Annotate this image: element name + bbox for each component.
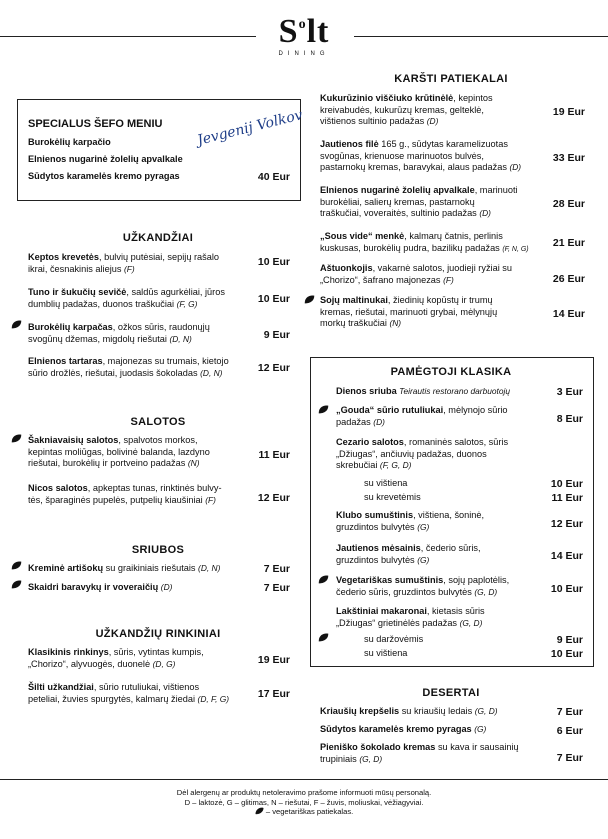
menu-item: Jautienos mėsainis, čederio sūris, gruzdintos bulvytės (G) <box>336 543 481 565</box>
chef-signature: Jevgenij Volkov <box>195 107 305 149</box>
menu-item: Šilti užkandžiai, sūrio rutuliukai, vištienos peteliai, žuvies spurgytės, kalmarų žiedai (D, F, G) <box>28 682 230 704</box>
menu-item: Cezario salotos, romaninės salotos, sūris „Džiugas“, ančiuvių padažas, duonos skrebučiai (F, G, D) <box>336 437 509 471</box>
menu-item: Keptos krevetės, bulvių putėsiai, sepijų rašalo ikrai, česnakinis aliejus (F) <box>28 252 220 274</box>
item-price: 19 Eur <box>552 106 585 118</box>
footer-rule <box>0 779 608 780</box>
chef-menu-title: SPECIALUS ŠEFO MENIU <box>28 118 163 130</box>
section-title-rinkiniai: UŽKANDŽIŲ RINKINIAI <box>95 628 221 640</box>
item-price: 21 Eur <box>552 237 585 249</box>
item-price: 8 Eur <box>556 413 583 425</box>
footer-note <box>0 788 608 817</box>
header-rule-left <box>0 36 256 37</box>
item-price: 19 Eur <box>257 654 290 666</box>
option-price: 11 Eur <box>551 492 583 504</box>
menu-item: Klasikinis rinkinys, sūris, vytintas kumpis, „Chorizo“, alyvuogės, duonelė (D, G) <box>28 647 204 669</box>
brand-logo <box>0 8 608 57</box>
option-label: su vištiena <box>364 478 408 488</box>
footer-line-leaf: – vegetariškas patiekalas. <box>0 807 608 817</box>
menu-item: Šakniavaisių salotos, spalvotos morkos, kepintas moliūgas, bolivinė balanda, lazdyno riešutai, burokėlių ir portveino padažas (N) <box>28 435 210 469</box>
item-price: 11 Eur <box>258 449 290 461</box>
item-price: 12 Eur <box>257 362 290 374</box>
item-price: 7 Eur <box>263 582 290 594</box>
menu-item: Tuno ir šukučių sevičė, saldūs agurkėliai, jūros dumblių padažas, duonos traškučiai (F, G) <box>28 287 225 309</box>
menu-item: Klubo sumuštinis, vištiena, šoninė, gruzdintos bulvytės (G) <box>336 510 485 532</box>
menu-item: Elnienos tartaras, majonezas su trumais, kietojo sūrio drožlės, riešutai, juodasis šokoladas (D, N) <box>28 356 229 378</box>
menu-item: Burokėlių karpačas, ožkos sūris, raudonųjų svogūnų džemas, migdolų riešutai (D, N) <box>28 322 210 344</box>
chef-line: Burokėlių karpačio <box>28 137 111 147</box>
menu-item: Kreminė artišokų su graikiniais riešutais (D, N) <box>28 563 221 573</box>
item-price: 9 Eur <box>263 329 290 341</box>
menu-item: Sojų maltinukai, žiedinių kopūstų ir trumų kremas, riešutai, marinuoti grybai, mėlynųjų morkų traškučiai (N) <box>320 295 498 329</box>
vegetarian-leaf-icon <box>11 561 22 570</box>
header-rule-right <box>354 36 608 37</box>
item-price: 12 Eur <box>550 518 583 530</box>
item-price: 7 Eur <box>263 563 290 575</box>
menu-item: Kriaušių krepšelis su kriaušių ledais (G, D) <box>320 706 498 716</box>
vegetarian-leaf-icon <box>318 405 329 414</box>
section-title-uzkandziai: UŽKANDŽIAI <box>122 232 194 244</box>
option-label: su vištiena <box>364 648 408 658</box>
section-title-desertai: DESERTAI <box>422 687 480 699</box>
option-label: su krevetėmis <box>364 492 421 502</box>
chef-line: Elnienos nugarinė žolelių apvalkale <box>28 154 183 164</box>
menu-item: Skaidri baravykų ir voveraičių (D) <box>28 582 173 592</box>
option-price: 10 Eur <box>550 478 583 490</box>
menu-item: Sūdytos karamelės kremo pyragas (G) <box>320 724 487 734</box>
chef-menu-box <box>17 99 301 201</box>
item-price: 7 Eur <box>556 706 583 718</box>
item-price: 7 Eur <box>556 752 583 764</box>
item-price: 10 Eur <box>257 293 290 305</box>
menu-item: „Sous vide“ menkė, kalmarų čatnis, perlinis kuskusas, burokėlių pudra, bazilikų padažas (F, N, G) <box>320 231 529 253</box>
menu-item: Pieniško šokolado kremas su kava ir sausainių trupiniais (G, D) <box>320 742 519 764</box>
brand-mark: $S^olt$ <box>278 13 330 50</box>
vegetarian-leaf-icon <box>304 295 315 304</box>
menu-item: Jautienos filė 165 g., sūdytas karamelizuotas svogūnas, krienuose marinuotos bulvės, pastarnokų kremas, baravykai, alaus padažas (D) <box>320 139 522 173</box>
footer-line: D – laktozė, G – glitimas, N – riešutai, F – žuvis, moliuskai, vėžiagyviai. <box>184 797 424 807</box>
section-title-karsti: KARŠTI PATIEKALAI <box>394 73 508 85</box>
item-price: 17 Eur <box>257 688 290 700</box>
vegetarian-leaf-icon <box>318 633 329 642</box>
option-price: 9 Eur <box>556 634 583 646</box>
item-price: 28 Eur <box>552 198 585 210</box>
brand-subtitle: DINING <box>278 51 330 57</box>
menu-item: Elnienos nugarinė žolelių apvalkale, marinuoti burokėliai, salierų kremas, pastarnokų traškučiai, voveraitės, sultinio padažas (D) <box>320 185 518 219</box>
vegetarian-leaf-icon <box>11 434 22 443</box>
vegetarian-leaf-icon <box>11 320 22 329</box>
item-price: 10 Eur <box>257 256 290 268</box>
item-price: 10 Eur <box>550 583 583 595</box>
item-price: 14 Eur <box>550 550 583 562</box>
menu-item: Aštuonkojis, vakarnė salotos, juodieji ryžiai su „Chorizo“, šafrano majonezas (F) <box>320 263 512 285</box>
item-price: 3 Eur <box>556 386 583 398</box>
menu-item: Vegetariškas sumuštinis, sojų paplotėlis, čederio sūris, gruzdintos bulvytės (G, D) <box>336 575 510 597</box>
chef-price: 40 Eur <box>257 171 290 183</box>
section-title-sriubos: SRIUBOS <box>131 544 185 556</box>
item-price: 12 Eur <box>257 492 290 504</box>
item-price: 14 Eur <box>552 308 585 320</box>
section-title-salotos: SALOTOS <box>130 416 186 428</box>
menu-item: Dienos sriuba Teirautis restorano darbuotojų <box>336 386 511 396</box>
footer-line: Dėl alergenų ar produktų netoleravimo prašome informuoti mūsų personalą. <box>176 788 432 797</box>
item-price: 6 Eur <box>556 725 583 737</box>
option-price: 10 Eur <box>550 648 583 660</box>
chef-line: Sūdytos karamelės kremo pyragas <box>28 171 180 181</box>
vegetarian-leaf-icon <box>318 575 329 584</box>
menu-item: Nicos salotos, apkeptas tunas, rinktinės bulvy- tės, šparaginės pupelės, putpelių kiaušiniai (F) <box>28 483 222 505</box>
item-price: 33 Eur <box>552 152 585 164</box>
vegetarian-leaf-icon <box>255 807 264 815</box>
section-title-klasika: PAMĖGTOJI KLASIKA <box>390 366 512 378</box>
menu-item: „Gouda“ sūrio rutuliukai, mėlynojo sūrio padažas (D) <box>336 405 508 427</box>
menu-item: Lakštiniai makaronai, kietasis sūris „Džiugas“ grietinėlės padažas (G, D) <box>336 606 485 628</box>
option-label: su daržovėmis <box>364 634 424 644</box>
vegetarian-leaf-icon <box>11 580 22 589</box>
item-price: 26 Eur <box>552 273 585 285</box>
menu-item: Kukurūzinio viščiuko krūtinėlė, kepintos kreivabudės, kukurūzų kremas, gelteklė, vištienos sultinio padažas (D) <box>320 93 493 127</box>
